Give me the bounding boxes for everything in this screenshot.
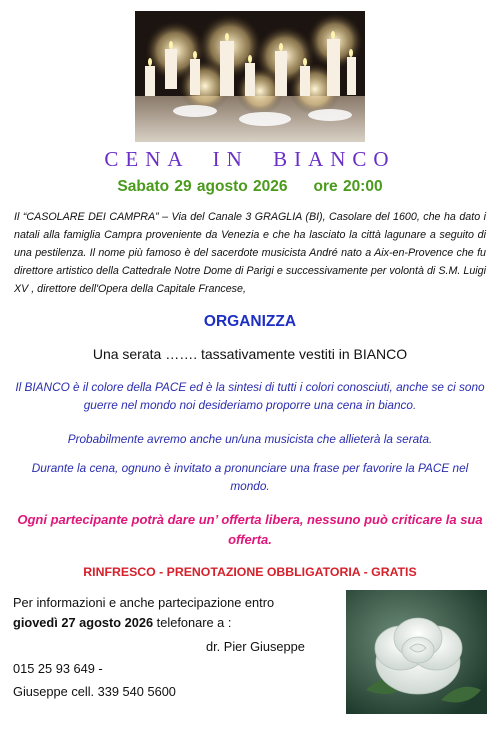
event-date <box>0 178 500 196</box>
event-date-day: Sabato 29 agosto 2026 <box>117 178 288 195</box>
intro-paragraph: Il “CASOLARE DEI CAMPRA” – Via del Canale 3 GRAGLIA (BI), Casolare del 1600, che ha dato i natali alla famiglia Campra proveniente da Venezia e che ha lasciato la città lagunare a seguito di una pestilenza. Il nome più famoso è del sacerdote musicista André nato a Aix-en-Provence che fu direttore artistico della Cattedrale Notre Dome di Parigi e successivamente per volontà di S.M. Luigi XV , direttore dell'Opera della Capitale Francese, <box>14 211 486 295</box>
white-rose-photo <box>346 590 487 714</box>
rinfresco-line: RINFRESCO - PRENOTAZIONE OBBLIGATORIA - GRATIS <box>83 565 417 579</box>
info-phone-2: Giuseppe cell. 339 540 5600 <box>13 684 176 699</box>
info-line-2 <box>13 614 231 631</box>
musicista-paragraph: Probabilmente avremo anche un/una musicista che allieterà la serata. <box>67 432 433 446</box>
candles-photo <box>135 11 365 142</box>
info-line-1: Per informazioni e anche partecipazione entro <box>13 595 275 610</box>
pace-paragraph: Il BIANCO è il colore della PACE ed è la sintesi di tutti i colori conosciuti, anche se ci sono guerre nel mondo noi desideriamo proporre una cena in bianco. <box>15 380 485 412</box>
info-telefonare: telefonare a : <box>153 615 232 630</box>
serata-line: Una serata ……. tassativamente vestiti in BIANCO <box>92 346 408 362</box>
offerta-paragraph: Ogni partecipante potrà dare un’ offerta libera, nessuno può criticare la sua offerta. <box>17 512 483 547</box>
frase-paragraph: Durante la cena, ognuno è invitato a pronunciare una frase per favorire la PACE nel mondo. <box>31 461 469 493</box>
organizza-heading: ORGANIZZA <box>203 313 297 330</box>
info-contact: dr. Pier Giuseppe <box>206 639 305 654</box>
info-deadline: giovedì 27 agosto 2026 <box>13 615 154 630</box>
event-time: ore 20:00 <box>313 178 383 195</box>
info-phone-1: 015 25 93 649 - <box>13 661 103 676</box>
page-title: CENA IN BIANCO <box>104 147 396 171</box>
